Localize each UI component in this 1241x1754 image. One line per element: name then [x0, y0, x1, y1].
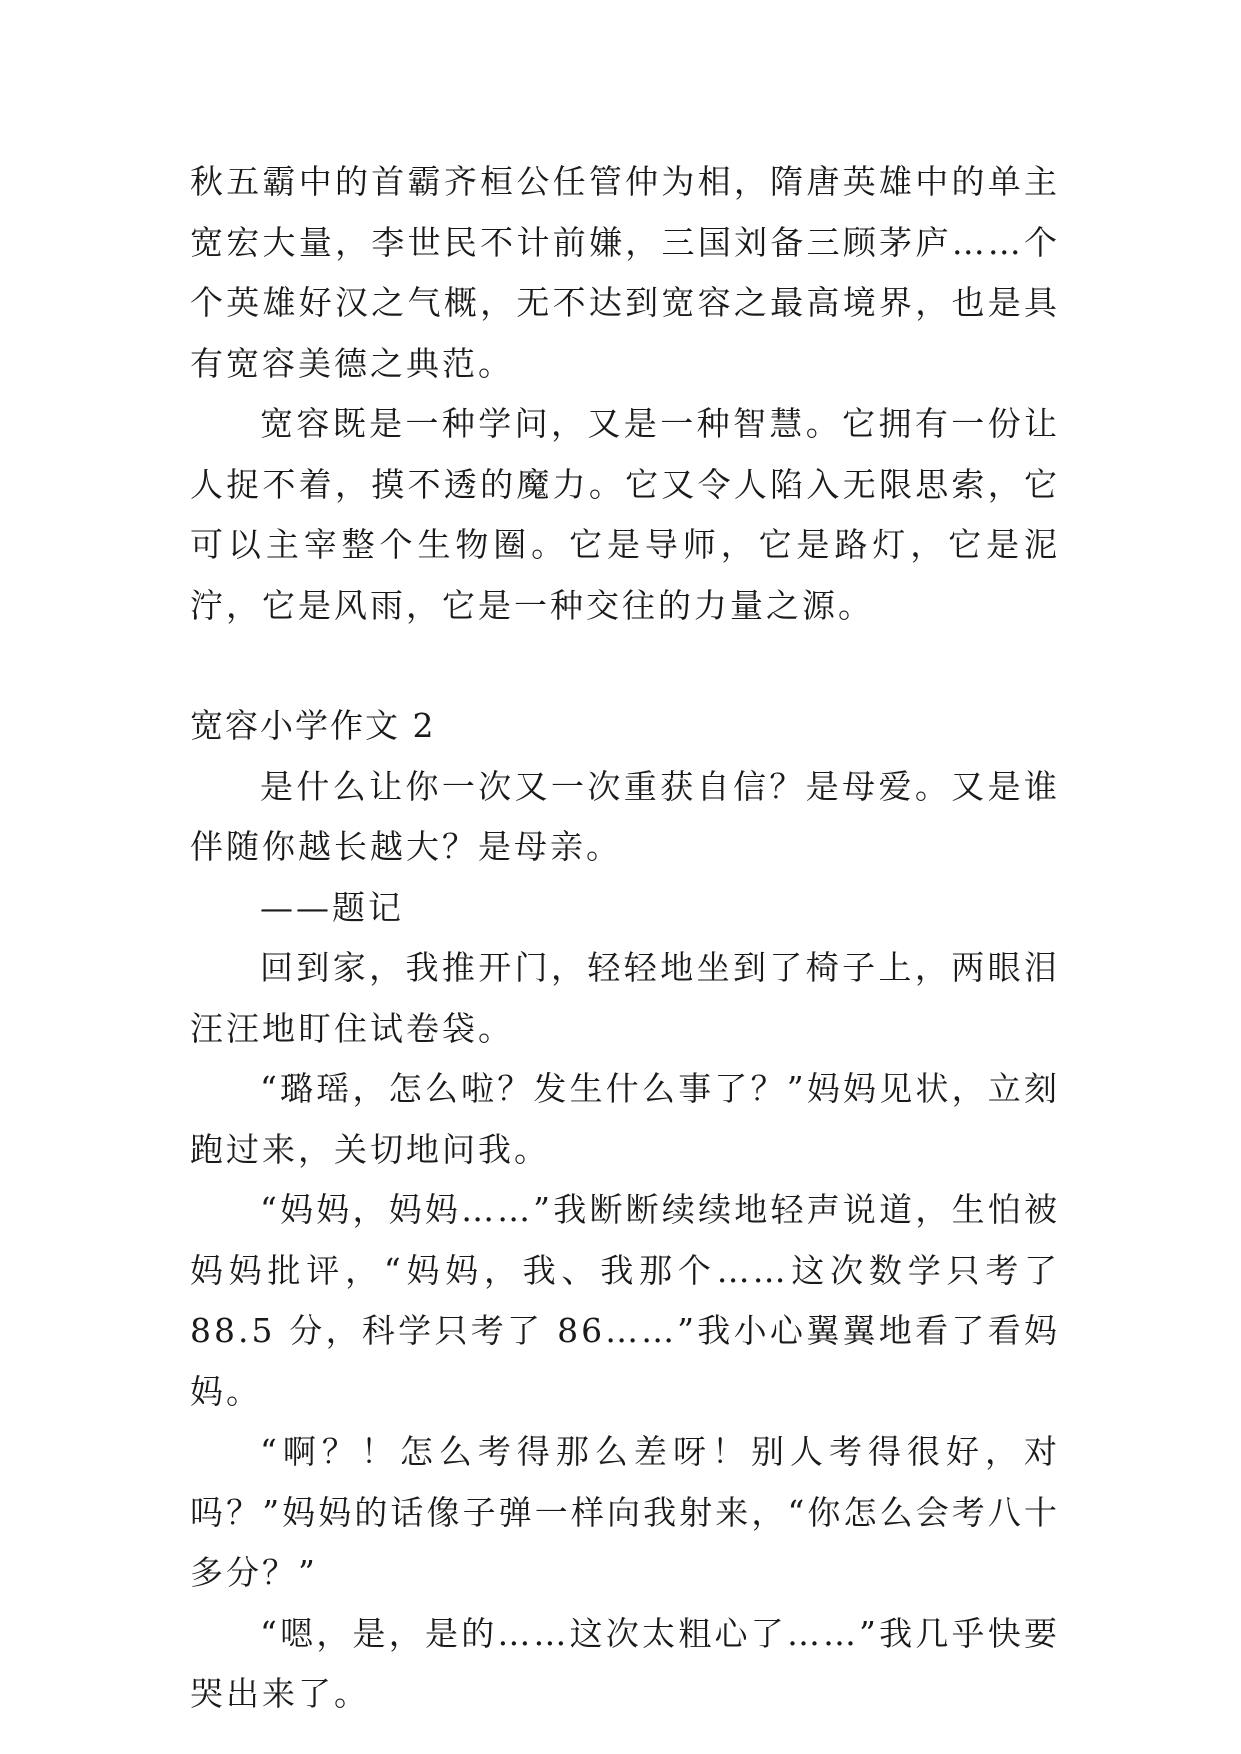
paragraph: 回到家，我推开门，轻轻地坐到了椅子上，两眼泪汪汪地盯住试卷袋。: [190, 948, 1060, 1048]
paragraph: “妈妈，妈妈……”我断断续续地轻声说道，生怕被妈妈批评，“妈妈，我、我那个……这次数学只考了 88.5 分，科学只考了 86……”我小心翼翼地看了看妈妈。: [190, 1190, 1060, 1411]
epigraph: 是什么让你一次又一次重获自信？是母爱。又是谁伴随你越长越大？是母亲。: [190, 766, 1060, 866]
paragraph-continuation: 秋五霸中的首霸齐桓公任管仲为相，隋唐英雄中的单主宽宏大量，李世民不计前嫌，三国刘备三顾茅庐……个个英雄好汉之气概，无不达到宽容之最高境界，也是具有宽容美德之典范。: [190, 162, 1060, 383]
section-title: 宽容小学作文 2: [190, 706, 436, 745]
paragraph: 宽容既是一种学问，又是一种智慧。它拥有一份让人捉不着，摸不透的魔力。它又令人陷入无限思索，它可以主宰整个生物圈。它是导师，它是路灯，它是泥泞，它是风雨，它是一种交往的力量之源。: [190, 404, 1060, 625]
paragraph: “嗯，是，是的……这次太粗心了……”我几乎快要哭出来了。: [190, 1613, 1060, 1713]
paragraph: “啊？！怎么考得那么差呀！别人考得很好，对吗？”妈妈的话像子弹一样向我射来，“你怎么会考八十多分？”: [190, 1432, 1060, 1592]
section-spacer: [190, 636, 1060, 696]
document-body: [190, 152, 1060, 1725]
epigraph-attribution: ——题记: [260, 887, 404, 927]
paragraph: “璐瑶，怎么啦？发生什么事了？”妈妈见状，立刻跑过来，关切地问我。: [190, 1069, 1060, 1169]
